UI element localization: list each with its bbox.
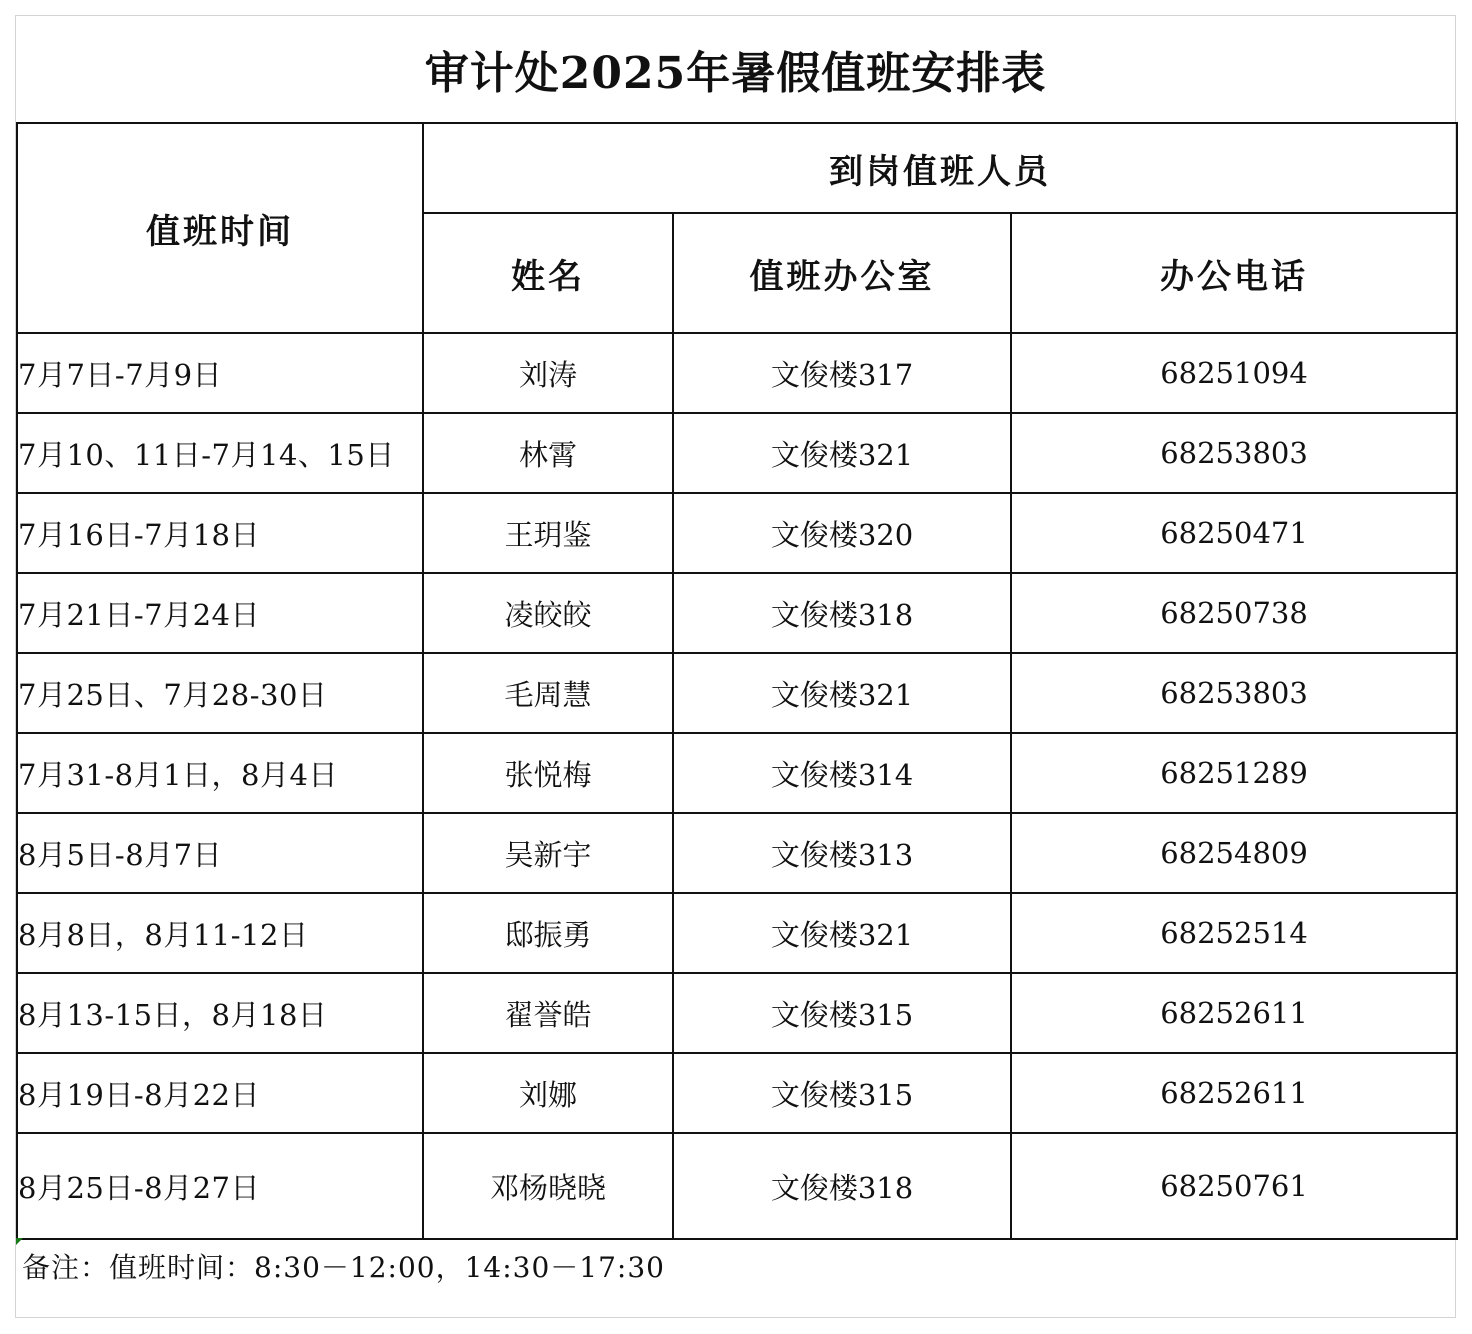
header-name[interactable]: 姓名 — [423, 213, 673, 333]
office-cell[interactable]: 文俊楼313 — [673, 813, 1011, 893]
remarks-note[interactable]: 备注：值班时间：8:30－12:00，14:30－17:30 — [22, 1251, 665, 1284]
phone-cell[interactable]: 68252514 — [1011, 893, 1457, 973]
page-title: 审计处2025年暑假值班安排表 — [424, 48, 1047, 99]
duty-time-cell[interactable]: 7月10、11日-7月14、15日 — [17, 413, 423, 493]
table-row — [17, 1133, 1457, 1239]
office-cell[interactable]: 文俊楼317 — [673, 333, 1011, 413]
phone-cell[interactable]: 68250761 — [1011, 1133, 1457, 1239]
phone-cell[interactable]: 68250738 — [1011, 573, 1457, 653]
duty-time-cell[interactable]: 7月31-8月1日，8月4日 — [17, 733, 423, 813]
phone-cell[interactable]: 68253803 — [1011, 413, 1457, 493]
duty-schedule-table — [16, 122, 1458, 1240]
duty-time-cell[interactable]: 7月21日-7月24日 — [17, 573, 423, 653]
office-cell[interactable]: 文俊楼315 — [673, 1053, 1011, 1133]
table-row — [17, 413, 1457, 493]
duty-time-cell[interactable]: 8月5日-8月7日 — [17, 813, 423, 893]
table-row — [17, 333, 1457, 413]
duty-time-cell[interactable]: 8月13-15日，8月18日 — [17, 973, 423, 1053]
phone-cell[interactable]: 68250471 — [1011, 493, 1457, 573]
duty-time-cell[interactable]: 7月16日-7月18日 — [17, 493, 423, 573]
office-cell[interactable]: 文俊楼318 — [673, 573, 1011, 653]
phone-cell[interactable]: 68253803 — [1011, 653, 1457, 733]
name-cell[interactable]: 王玥鉴 — [423, 493, 673, 573]
table-row — [17, 653, 1457, 733]
duty-time-cell[interactable]: 8月8日，8月11-12日 — [17, 893, 423, 973]
duty-time-cell[interactable]: 8月25日-8月27日 — [17, 1133, 423, 1239]
duty-time-cell[interactable]: 7月7日-7月9日 — [17, 333, 423, 413]
office-cell[interactable]: 文俊楼318 — [673, 1133, 1011, 1239]
name-cell[interactable]: 林霄 — [423, 413, 673, 493]
name-cell[interactable]: 凌皎皎 — [423, 573, 673, 653]
name-cell[interactable]: 刘娜 — [423, 1053, 673, 1133]
title-cell[interactable] — [15, 15, 1456, 123]
office-cell[interactable]: 文俊楼321 — [673, 413, 1011, 493]
office-cell[interactable]: 文俊楼314 — [673, 733, 1011, 813]
table-row — [17, 733, 1457, 813]
name-cell[interactable]: 张悦梅 — [423, 733, 673, 813]
duty-time-cell[interactable]: 7月25日、7月28-30日 — [17, 653, 423, 733]
name-cell[interactable]: 吴新宇 — [423, 813, 673, 893]
table-row — [17, 493, 1457, 573]
header-office[interactable]: 值班办公室 — [673, 213, 1011, 333]
office-cell[interactable]: 文俊楼321 — [673, 653, 1011, 733]
table-row — [17, 573, 1457, 653]
name-cell[interactable]: 邓杨晓晓 — [423, 1133, 673, 1239]
table-row — [17, 1053, 1457, 1133]
duty-time-cell[interactable]: 8月19日-8月22日 — [17, 1053, 423, 1133]
table-row — [17, 813, 1457, 893]
name-cell[interactable]: 毛周慧 — [423, 653, 673, 733]
table-row — [17, 973, 1457, 1053]
office-cell[interactable]: 文俊楼320 — [673, 493, 1011, 573]
header-duty-time[interactable]: 值班时间 — [17, 123, 423, 333]
name-cell[interactable]: 邸振勇 — [423, 893, 673, 973]
phone-cell[interactable]: 68251094 — [1011, 333, 1457, 413]
table-row — [17, 893, 1457, 973]
header-staff-group[interactable]: 到岗值班人员 — [423, 123, 1457, 213]
name-cell[interactable]: 刘涛 — [423, 333, 673, 413]
phone-cell[interactable]: 68251289 — [1011, 733, 1457, 813]
phone-cell[interactable]: 68254809 — [1011, 813, 1457, 893]
phone-cell[interactable]: 68252611 — [1011, 1053, 1457, 1133]
cell-comment-marker — [16, 1238, 23, 1245]
phone-cell[interactable]: 68252611 — [1011, 973, 1457, 1053]
office-cell[interactable]: 文俊楼315 — [673, 973, 1011, 1053]
name-cell[interactable]: 翟誉皓 — [423, 973, 673, 1053]
header-phone[interactable]: 办公电话 — [1011, 213, 1457, 333]
office-cell[interactable]: 文俊楼321 — [673, 893, 1011, 973]
